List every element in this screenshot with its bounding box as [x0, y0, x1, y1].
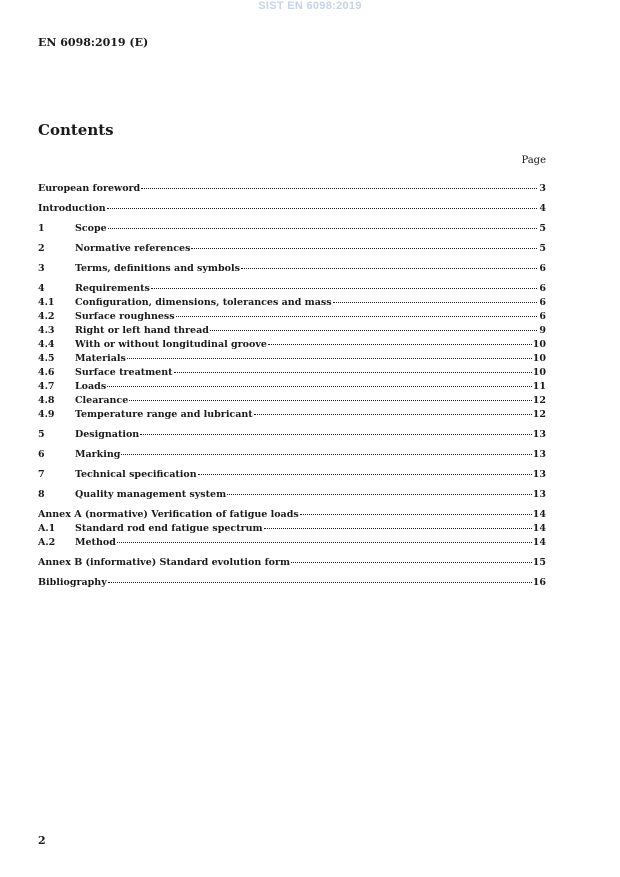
toc-entry-number: A.1: [38, 523, 56, 534]
toc-entry-number: 6: [38, 449, 45, 460]
toc-entry-page: 3: [539, 183, 546, 194]
toc-entry-title: Surface treatment: [75, 367, 173, 378]
toc-entry-number: 2: [38, 243, 45, 254]
toc-dot-leader: [254, 404, 532, 415]
toc-entry-number: 7: [38, 469, 45, 480]
toc-entry-number: 4.4: [38, 339, 55, 350]
toc-entry-page: 10: [532, 339, 546, 350]
toc-entry[interactable]: [38, 260, 546, 274]
toc-entry-page: 15: [532, 557, 546, 568]
toc-entry-title: With or without longitudinal groove: [75, 339, 267, 350]
toc-entry-number: 4.5: [38, 353, 55, 364]
toc-entry-number: 4.1: [38, 297, 55, 308]
toc-entry-title: Bibliography: [38, 577, 107, 588]
toc-entry-number: 4.9: [38, 409, 55, 420]
toc-entry-title: Surface roughness: [75, 311, 175, 322]
toc-dot-leader: [268, 334, 532, 345]
toc-entry-number: 4.7: [38, 381, 55, 392]
toc-dot-leader: [117, 532, 532, 543]
toc-dot-leader: [264, 518, 532, 529]
toc-entry-number: 4.3: [38, 325, 55, 336]
toc-entry-title: Requirements: [75, 283, 150, 294]
toc-dot-leader: [210, 320, 537, 331]
toc-entry-title: Clearance: [75, 395, 129, 406]
toc-entry-page: 13: [532, 449, 546, 460]
toc-dot-leader: [176, 306, 537, 317]
toc-entry-page: 10: [532, 367, 546, 378]
toc-entry[interactable]: [38, 426, 546, 440]
toc-entry-page: 12: [532, 395, 546, 406]
toc-entry-page: 6: [539, 297, 546, 308]
toc-entry-number: 4.2: [38, 311, 55, 322]
toc-entry-page: 5: [539, 243, 546, 254]
toc-entry[interactable]: [38, 220, 546, 234]
toc-entry-title: Normative references: [75, 243, 191, 254]
toc-entry-page: 13: [532, 469, 546, 480]
toc-entry-title: Loads: [75, 381, 107, 392]
table-of-contents: [38, 180, 546, 588]
toc-dot-leader: [333, 292, 537, 303]
toc-entry-number: 8: [38, 489, 45, 500]
toc-dot-leader: [141, 178, 537, 189]
toc-entry-title: Annex A (normative) Verification of fatigue loads: [38, 509, 299, 520]
toc-dot-leader: [140, 424, 532, 435]
toc-dot-leader: [191, 238, 537, 249]
toc-entry-page: 4: [539, 203, 546, 214]
document-id-header: EN 6098:2019 (E): [38, 36, 149, 49]
toc-entry-title: Materials: [75, 353, 126, 364]
toc-entry-title: Terms, definitions and symbols: [75, 263, 240, 274]
toc-entry[interactable]: [38, 240, 546, 254]
toc-entry-page: 14: [532, 509, 546, 520]
toc-entry-title: Standard rod end fatigue spectrum: [75, 523, 263, 534]
toc-entry-page: 5: [539, 223, 546, 234]
toc-entry[interactable]: [38, 554, 546, 568]
toc-entry-title: Right or left hand thread: [75, 325, 209, 336]
toc-entry-title: Configuration, dimensions, tolerances and mass: [75, 297, 332, 308]
toc-entry-number: A.2: [38, 537, 56, 548]
toc-entry[interactable]: [38, 534, 546, 548]
toc-entry-page: 10: [532, 353, 546, 364]
toc-entry-title: European foreword: [38, 183, 141, 194]
toc-entry[interactable]: [38, 446, 546, 460]
toc-entry-title: Introduction: [38, 203, 106, 214]
toc-entry-page: 11: [532, 381, 546, 392]
toc-dot-leader: [174, 362, 532, 373]
toc-dot-leader: [108, 218, 537, 229]
toc-dot-leader: [198, 464, 532, 475]
toc-entry[interactable]: [38, 200, 546, 214]
toc-entry-page: 6: [539, 283, 546, 294]
watermark: SIST EN 6098:2019: [258, 0, 362, 12]
toc-entry-title: Annex B (informative) Standard evolution form: [38, 557, 291, 568]
toc-entry-title: Scope: [75, 223, 107, 234]
toc-entry-page: 9: [539, 325, 546, 336]
toc-entry-title: Designation: [75, 429, 140, 440]
toc-entry[interactable]: [38, 180, 546, 194]
toc-dot-leader: [300, 504, 532, 515]
toc-entry-number: 4: [38, 283, 45, 294]
page-number: 2: [38, 834, 46, 847]
toc-entry-page: 14: [532, 537, 546, 548]
page-column-label: Page: [521, 155, 546, 166]
toc-entry-page: 16: [532, 577, 546, 588]
toc-dot-leader: [127, 348, 532, 359]
toc-dot-leader: [241, 258, 537, 269]
toc-entry-number: 5: [38, 429, 45, 440]
toc-entry-page: 6: [539, 311, 546, 322]
toc-entry-number: 3: [38, 263, 45, 274]
toc-dot-leader: [227, 484, 532, 495]
toc-dot-leader: [151, 278, 537, 289]
toc-entry[interactable]: [38, 486, 546, 500]
toc-dot-leader: [107, 198, 537, 209]
toc-dot-leader: [291, 552, 532, 563]
toc-entry-page: 14: [532, 523, 546, 534]
toc-entry-title: Temperature range and lubricant: [75, 409, 253, 420]
toc-entry-number: 4.8: [38, 395, 55, 406]
toc-dot-leader: [121, 444, 531, 455]
toc-entry-page: 12: [532, 409, 546, 420]
toc-dot-leader: [129, 390, 531, 401]
toc-entry-title: Marking: [75, 449, 121, 460]
toc-entry[interactable]: [38, 466, 546, 480]
toc-dot-leader: [108, 572, 532, 583]
toc-entry[interactable]: [38, 406, 546, 420]
toc-dot-leader: [107, 376, 532, 387]
toc-entry-number: 4.6: [38, 367, 55, 378]
toc-entry-page: 13: [532, 429, 546, 440]
toc-entry-title: Technical specification: [75, 469, 197, 480]
toc-entry-page: 13: [532, 489, 546, 500]
toc-entry-number: 1: [38, 223, 45, 234]
toc-entry-title: Quality management system: [75, 489, 227, 500]
contents-heading: Contents: [38, 121, 114, 139]
toc-entry[interactable]: [38, 574, 546, 588]
toc-entry-title: Method: [75, 537, 116, 548]
toc-entry-page: 6: [539, 263, 546, 274]
